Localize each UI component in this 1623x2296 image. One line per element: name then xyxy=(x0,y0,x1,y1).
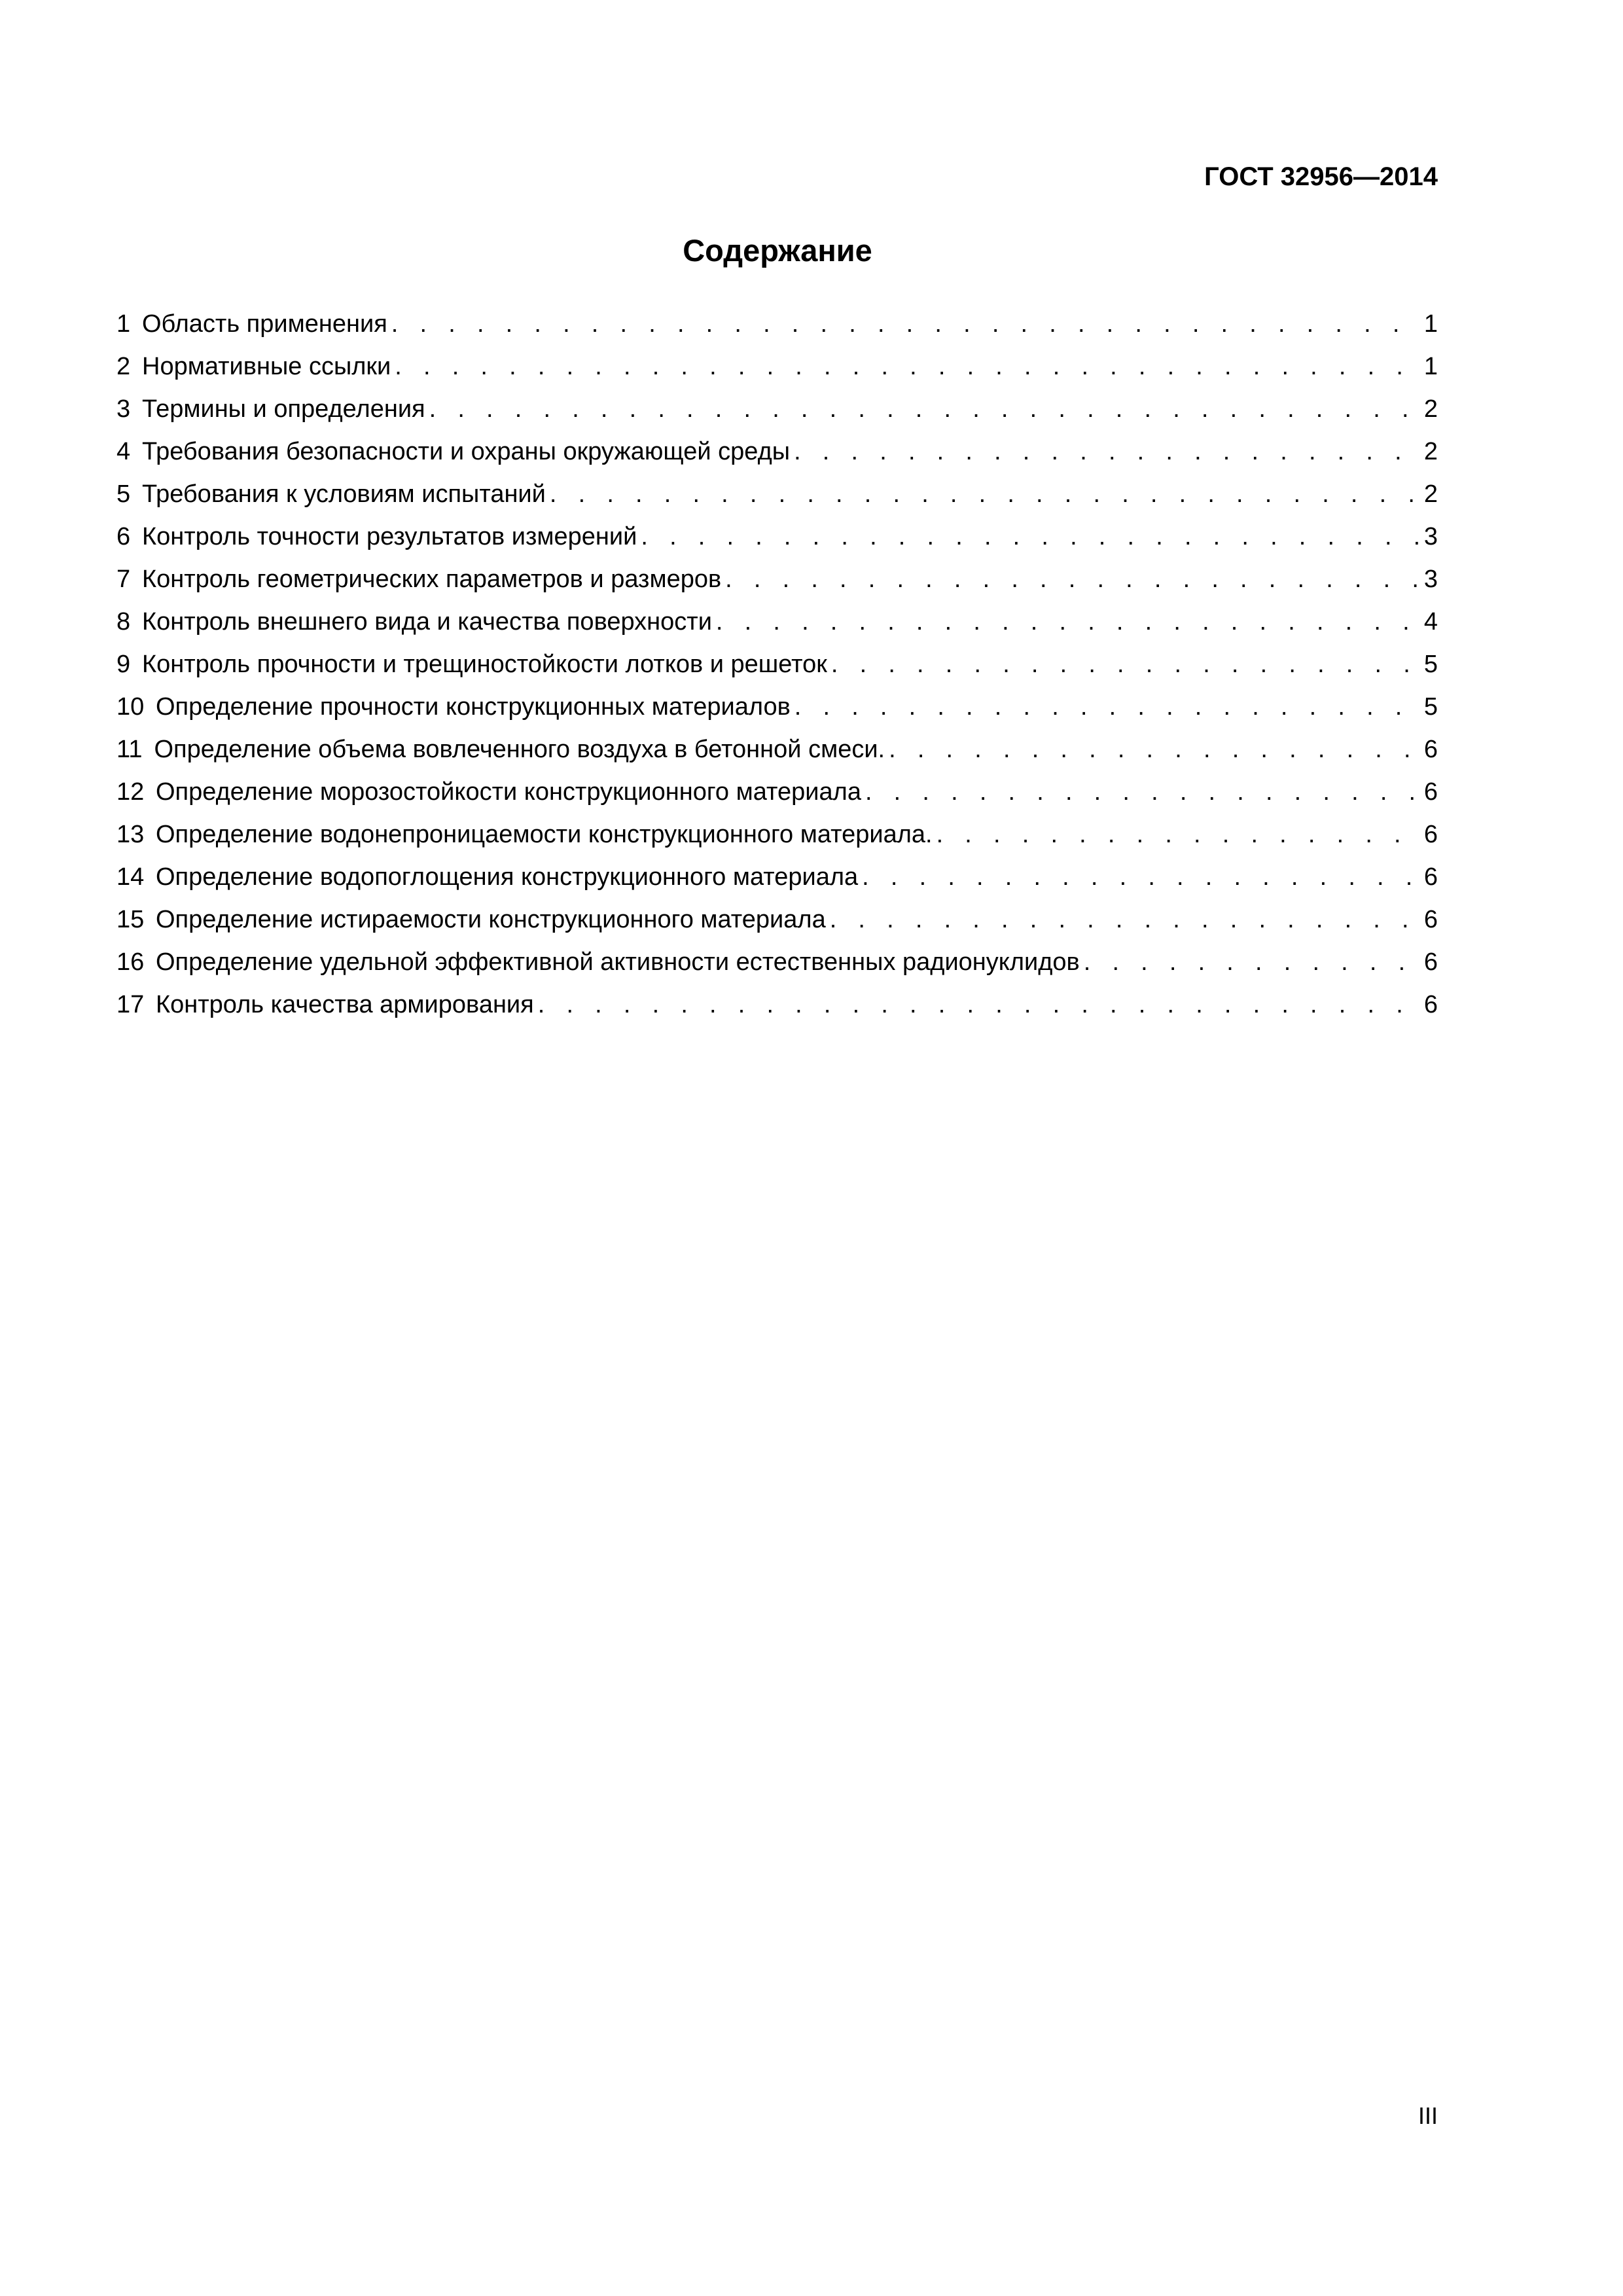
toc-entry[interactable] xyxy=(116,346,1438,388)
toc-entry-number: 15 xyxy=(116,906,145,933)
dot-leader xyxy=(725,558,1419,601)
toc-entry-number: 8 xyxy=(116,608,131,636)
toc-entry-page: 1 xyxy=(1423,353,1438,380)
toc-entry-title: Определение водонепроницаемости конструкционного материала. xyxy=(156,821,933,848)
dot-leader xyxy=(862,856,1419,899)
toc-entry-number: 5 xyxy=(116,480,131,508)
dot-leader xyxy=(865,771,1419,814)
toc-entry-page: 2 xyxy=(1423,438,1438,465)
toc-entry-page: 3 xyxy=(1423,523,1438,550)
toc-entry[interactable] xyxy=(116,643,1438,686)
toc-entry-number: 6 xyxy=(116,523,131,550)
document-code: ГОСТ 32956—2014 xyxy=(1204,162,1438,191)
toc-entry-number: 13 xyxy=(116,821,145,848)
toc-entry-number: 17 xyxy=(116,991,145,1018)
dot-leader xyxy=(538,984,1419,1026)
toc-entry[interactable] xyxy=(116,728,1438,771)
toc-entry[interactable] xyxy=(116,686,1438,728)
toc-entry-page: 6 xyxy=(1423,736,1438,763)
table-of-contents xyxy=(116,303,1438,1026)
toc-entry-title: Нормативные ссылки xyxy=(142,353,391,380)
dot-leader xyxy=(1084,941,1419,984)
dot-leader xyxy=(429,388,1419,431)
toc-entry-title: Определение морозостойкости конструкционного материала xyxy=(156,778,861,806)
toc-entry-number: 7 xyxy=(116,565,131,593)
toc-entry[interactable] xyxy=(116,601,1438,643)
toc-entry[interactable] xyxy=(116,431,1438,473)
toc-entry[interactable] xyxy=(116,814,1438,856)
dot-leader xyxy=(794,686,1419,728)
dot-leader xyxy=(641,516,1419,558)
toc-entry-page: 2 xyxy=(1423,395,1438,423)
toc-entry-number: 12 xyxy=(116,778,145,806)
toc-entry-page: 6 xyxy=(1423,821,1438,848)
dot-leader xyxy=(889,728,1419,771)
toc-entry-title: Контроль точности результатов измерений xyxy=(142,523,637,550)
toc-entry-number: 10 xyxy=(116,693,145,721)
toc-entry-page: 6 xyxy=(1423,778,1438,806)
toc-entry-page: 6 xyxy=(1423,948,1438,976)
toc-entry-title: Контроль внешнего вида и качества поверхности xyxy=(142,608,712,636)
dot-leader xyxy=(716,601,1419,643)
toc-entry-title: Определение удельной эффективной активности естественных радионуклидов xyxy=(156,948,1080,976)
toc-entry-title: Определение истираемости конструкционного материала xyxy=(156,906,826,933)
toc-entry-title: Определение объема вовлеченного воздуха в бетонной смеси. xyxy=(154,736,885,763)
toc-entry[interactable] xyxy=(116,941,1438,984)
toc-entry-number: 16 xyxy=(116,948,145,976)
toc-entry-title: Термины и определения xyxy=(142,395,425,423)
dot-leader xyxy=(831,643,1419,686)
toc-entry-number: 14 xyxy=(116,863,145,891)
toc-entry[interactable] xyxy=(116,558,1438,601)
dot-leader xyxy=(794,431,1419,473)
toc-entry[interactable] xyxy=(116,984,1438,1026)
toc-entry-number: 1 xyxy=(116,310,131,338)
toc-entry-title: Требования безопасности и охраны окружающей среды xyxy=(142,438,791,465)
toc-entry-title: Контроль геометрических параметров и размеров xyxy=(142,565,722,593)
toc-entry-number: 2 xyxy=(116,353,131,380)
dot-leader xyxy=(395,346,1419,388)
toc-entry-title: Контроль качества армирования xyxy=(156,991,534,1018)
toc-entry-page: 5 xyxy=(1423,651,1438,678)
toc-entry[interactable] xyxy=(116,771,1438,814)
page-number: III xyxy=(1418,2102,1438,2129)
toc-entry-page: 3 xyxy=(1423,565,1438,593)
toc-entry-number: 11 xyxy=(116,736,143,763)
toc-entry-page: 2 xyxy=(1423,480,1438,508)
toc-entry[interactable] xyxy=(116,516,1438,558)
dot-leader xyxy=(391,303,1419,346)
dot-leader xyxy=(830,899,1419,941)
toc-entry-page: 6 xyxy=(1423,906,1438,933)
toc-entry[interactable] xyxy=(116,303,1438,346)
dot-leader xyxy=(936,814,1419,856)
toc-entry-title: Определение водопоглощения конструкционного материала xyxy=(156,863,859,891)
toc-entry-number: 4 xyxy=(116,438,131,465)
toc-entry[interactable] xyxy=(116,856,1438,899)
toc-entry-title: Определение прочности конструкционных материалов xyxy=(156,693,791,721)
toc-entry-number: 9 xyxy=(116,651,131,678)
toc-entry-page: 5 xyxy=(1423,693,1438,721)
dot-leader xyxy=(550,473,1419,516)
toc-entry-page: 6 xyxy=(1423,863,1438,891)
toc-heading: Содержание xyxy=(683,233,872,268)
toc-entry-number: 3 xyxy=(116,395,131,423)
toc-entry-page: 6 xyxy=(1423,991,1438,1018)
toc-entry[interactable] xyxy=(116,899,1438,941)
toc-entry-title: Область применения xyxy=(142,310,387,338)
toc-entry-page: 1 xyxy=(1423,310,1438,338)
toc-entry-title: Требования к условиям испытаний xyxy=(142,480,546,508)
toc-entry-page: 4 xyxy=(1423,608,1438,636)
toc-entry[interactable] xyxy=(116,473,1438,516)
toc-entry[interactable] xyxy=(116,388,1438,431)
toc-entry-title: Контроль прочности и трещиностойкости лотков и решеток xyxy=(142,651,827,678)
